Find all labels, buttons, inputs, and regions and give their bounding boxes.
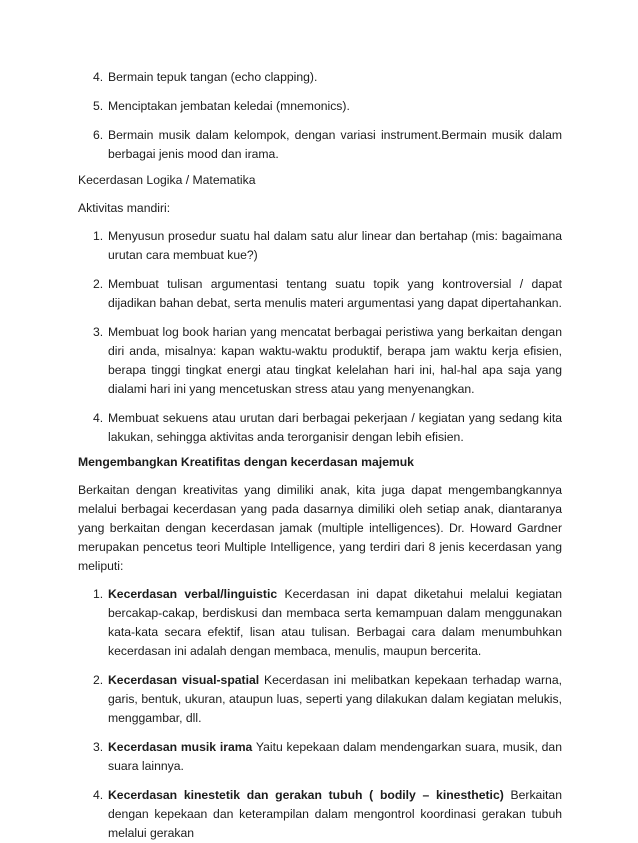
list-text: Membuat sekuens atau urutan dari berbagai pekerjaan / kegiatan yang sedang kita lakukan, sehingga aktivitas anda terorganisir dengan lebih efisien. bbox=[108, 411, 562, 444]
list-text: Bermain musik dalam kelompok, dengan variasi instrument.Bermain musik dalam berbagai jenis mood dan irama. bbox=[108, 128, 562, 161]
list-text: Menciptakan jembatan keledai (mnemonics). bbox=[108, 99, 350, 113]
list-number: 2. bbox=[93, 673, 104, 687]
logic-activity-list bbox=[78, 227, 562, 447]
section-title-logic: Kecerdasan Logika / Matematika bbox=[78, 173, 256, 187]
list-number: 2. bbox=[93, 277, 104, 291]
list-number: 3. bbox=[93, 325, 104, 339]
intelligence-list bbox=[78, 585, 562, 843]
list-number: 1. bbox=[93, 229, 104, 243]
list-item bbox=[78, 97, 562, 116]
list-item bbox=[78, 68, 562, 87]
intelligence-term: Kecerdasan verbal/linguistic bbox=[108, 587, 278, 601]
music-activity-list bbox=[78, 68, 562, 164]
list-number: 3. bbox=[93, 740, 104, 754]
section-subtitle-activities: Aktivitas mandiri: bbox=[78, 201, 171, 215]
list-item bbox=[78, 275, 562, 313]
list-number: 4. bbox=[93, 411, 104, 425]
intelligence-term: Kecerdasan kinestetik dan gerakan tubuh ( bodily – kinesthetic) bbox=[108, 788, 504, 802]
list-text: Kecerdasan ini melibatkan kepekaan terhadap warna, garis, bentuk, ukuran, ataupun luas, seperti yang dilakukan dalam kegiatan melukis, menggambar, dll. bbox=[108, 673, 562, 725]
list-text: Membuat log book harian yang mencatat berbagai peristiwa yang berkaitan dengan diri anda, misalnya: kapan waktu-waktu produktif, berapa jam waktu kerja efisien, berapa tinggi tingkat energi atau tingkat kelelahan hari ini, hal-hal apa saja yang dialami hari ini yang mencetuskan stress atau yang menyenangkan. bbox=[108, 325, 562, 396]
list-item bbox=[78, 323, 562, 399]
list-number: 4. bbox=[93, 788, 104, 802]
list-text: Kecerdasan ini dapat diketahui melalui kegiatan bercakap-cakap, berdiskusi dan membaca serta kemampuan dalam menggunakan kata-kata secara efektif, lisan atau tulisan. Berbagai cara dalam menumbuhkan kecerdasan ini adalah dengan membaca, menulis, maupun bercerita. bbox=[108, 587, 563, 658]
list-number: 5. bbox=[93, 99, 104, 113]
list-item bbox=[78, 786, 562, 843]
list-item bbox=[78, 409, 562, 447]
list-text: Berkaitan dengan kepekaan dan keterampilan dalam mengontrol koordinasi gerakan tubuh melalui gerakan bbox=[108, 788, 562, 840]
list-item bbox=[78, 671, 562, 728]
list-number: 4. bbox=[93, 70, 104, 84]
list-text: Bermain tepuk tangan (echo clapping). bbox=[108, 70, 318, 84]
list-item bbox=[78, 227, 562, 265]
list-text: Menyusun prosedur suatu hal dalam satu alur linear dan bertahap (mis: bagaimana urutan cara membuat kue?) bbox=[108, 229, 562, 262]
list-number: 6. bbox=[93, 128, 104, 142]
creativity-paragraph: Berkaitan dengan kreativitas yang dimiliki anak, kita juga dapat mengembangkannya melalui berbagai kecerdasan yang pada dasarnya dimiliki oleh setiap anak, diantaranya yang berkaitan dengan kecerdasan jamak (multiple intelligences). Dr. Howard Gardner merupakan pencetus teori Multiple Intelligence, yang terdiri dari 8 jenis kecerdasan yang meliputi: bbox=[78, 483, 562, 573]
list-number: 1. bbox=[93, 587, 104, 601]
list-item bbox=[78, 126, 562, 164]
list-text: Membuat tulisan argumentasi tentang suatu topik yang kontroversial / dapat dijadikan bahan debat, serta menulis materi argumentasi yang dapat dipertahankan. bbox=[108, 277, 562, 310]
intelligence-term: Kecerdasan visual-spatial bbox=[108, 673, 260, 687]
intelligence-term: Kecerdasan musik irama bbox=[108, 740, 253, 754]
list-text: Yaitu kepekaan dalam mendengarkan suara, musik, dan suara lainnya. bbox=[108, 740, 562, 773]
document-page bbox=[78, 68, 562, 843]
section-heading-creativity: Mengembangkan Kreatifitas dengan kecerdasan majemuk bbox=[78, 455, 414, 469]
list-item bbox=[78, 738, 562, 776]
list-item bbox=[78, 585, 562, 661]
